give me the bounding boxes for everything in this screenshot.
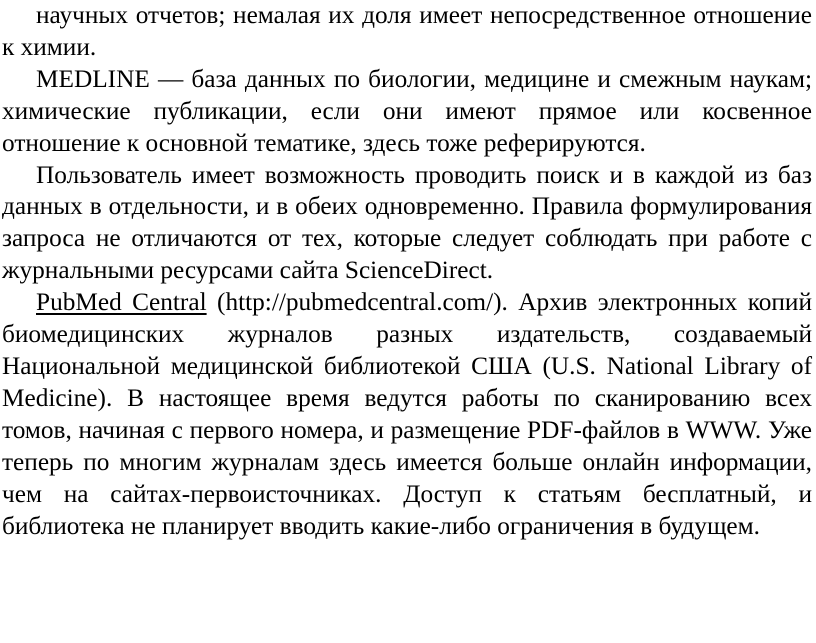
paragraph-text: Пользователь имеет возможность проводить поиск и в каждой из баз данных в отдельности, и в обеих одновременно. Правила формулирования запроса не отличаются от тех, которые следует соблюдать при работе с журнальными ресурсами сайта ScienceDirect.: [2, 160, 812, 285]
paragraph-text: научных отчетов; немалая их доля имеет непосредственное отношение к химии.: [2, 1, 812, 61]
paragraph-continuation: [2, 0, 812, 64]
pubmed-central-link[interactable]: PubMed Central: [36, 288, 207, 317]
paragraph-medline: [2, 64, 812, 160]
paragraph-search: [2, 160, 812, 288]
paragraph-text: MEDLINE — база данных по биологии, медицине и смежным наукам; химические публикации, если они имеют прямое или косвенное отношение к основной тематике, здесь тоже реферируются.: [2, 64, 812, 157]
paragraph-text: (http://pubmedcentral.com/). Архив электронных копий биомедицинских журналов разных издательств, создаваемый Национальной медицинской библиотекой США (U.S. National Library of Medicine). В настоящее время ведутся работы по сканированию всех томов, начиная с первого номера, и размещение PDF-файлов в WWW. Уже теперь по многим журналам здесь имеется больше онлайн информации, чем на сайтах-первоисточниках. Доступ к статьям бесплатный, и библиотека не планирует вводить какие-либо ограничения в будущем.: [2, 288, 812, 540]
document-page: [2, 0, 812, 542]
paragraph-pubmed: [2, 287, 812, 542]
